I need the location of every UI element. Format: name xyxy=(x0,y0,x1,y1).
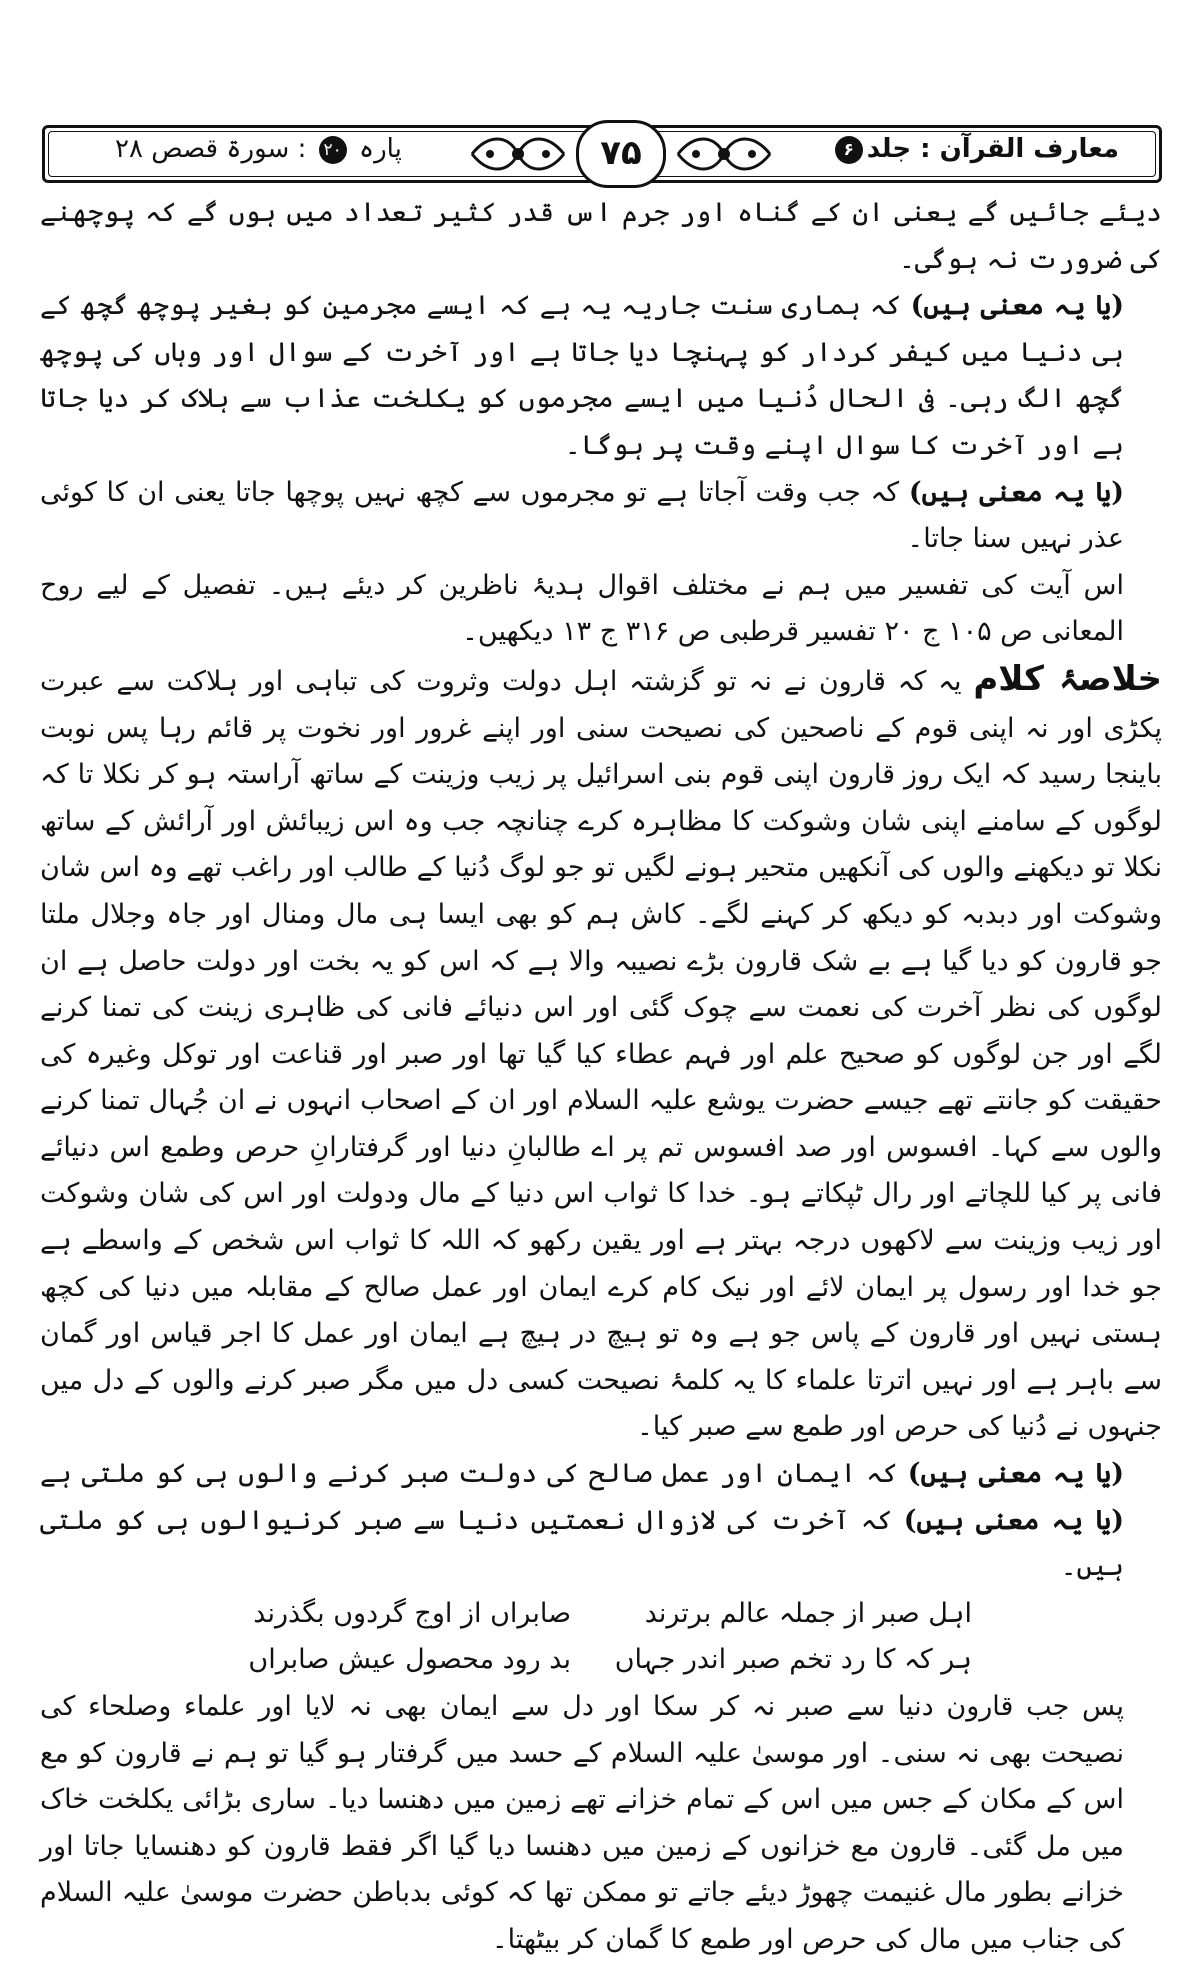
page-number: ۷۵ xyxy=(576,120,666,188)
surah-label: : سورۃ قصص ۲۸ xyxy=(115,134,307,164)
couplet-1-second: صابراں از اوج گردوں بگذرند xyxy=(253,1597,571,1629)
section-heading: خلاصۂ کلام xyxy=(973,658,1162,699)
para-surah-reference xyxy=(115,134,402,164)
paragraph-5 xyxy=(40,656,1162,1451)
paragraph-5-text: یہ کہ قارون نے نہ تو گزشتہ اہل دولت وثروت کی تباہی اور ہلاکت سے عبرت پکڑی اور نہ اپنی قوم کے ناصحین کی نصیحت سنی اور اپنے غرور اور نخوت پر قائم رہا پس نوبت باینجا رسید کہ ایک روز قارون اپنی قوم بنی اسرائیل پر زیب وزینت کے ساتھ آراستہ ہو کر نکلا تا کہ لوگوں کے سامنے اپنی شان وشوکت کا مظاہرہ کرے چنانچہ جب وہ اس زیبائش اور آرائش کے ساتھ نکلا تو دیکھنے والوں کی آنکھیں متحیر ہونے لگیں تو جو لوگ دُنیا کے طالب اور راغب تھے وہ اس شان وشوکت اور دبدبہ کو دیکھ کر کہنے لگے۔ کاش ہم کو بھی ایسا ہی مال ومنال اور جاہ وجلال ملتا جو قارون کو دیا گیا ہے بے شک قارون بڑے نصیبہ والا ہے کہ اس کو یہ بخت اور دولت حاصل ہے ان لوگوں کی نظر آخرت کی نعمت سے چوک گئی اور اس دنیائے فانی کی ظاہری زینت کی تمنا کرنے لگے اور جن لوگوں کو صحیح علم اور فہم عطاء کیا گیا تھا اور صبر اور قناعت اور توکل وغیرہ کی حقیقت کو جانتے تھے جیسے حضرت یوشع علیہ السلام اور ان کے اصحاب انہوں نے ان جُہال تمنا کرنے والوں سے کہا۔ افسوس اور صد افسوس تم پر اے طالبانِ دنیا اور گرفتارانِ حرص وطمع اس دنیائے فانی پر کیا للچاتے اور رال ٹپکاتے ہو۔ خدا کا ثواب اس دنیا کے مال ودولت اور اس کی شان وشوکت اور زیب وزینت سے لاکھوں درجہ بہتر ہے اور یقین رکھو کہ اللہ کا ثواب اس شخص کے واسطے ہے جو خدا اور رسول پر ایمان لائے اور نیک کام کرے ایمان اور عمل صالح کے مقابلہ میں دنیا کی کچھ ہستی نہیں اور قارون کے پاس جو ہے وہ تو ہیچ در ہیچ ہے ایمان اور عمل کا اجر قیاس اور گمان سے باہر ہے اور نہیں اترتا علماء کا یہ کلمۂ نصیحت کسی دل میں مگر صبر کرنے والوں کے دل میں جنہوں نے دُنیا کی حرص اور طمع سے صبر کیا۔ xyxy=(40,665,1162,1443)
book-title-text: معارف القرآن : جلد xyxy=(866,134,1119,164)
right-ornament-icon xyxy=(674,128,774,180)
paragraph-3-text: کہ جب وقت آجاتا ہے تو مجرموں سے کچھ نہیں پوچھا جاتا یعنی ان کا کوئی عذر نہیں سنا جاتا۔ xyxy=(40,476,1124,555)
paragraph-6-label: (یا یہ معنی ہیں) xyxy=(907,1458,1125,1490)
left-ornament-icon xyxy=(468,128,568,180)
paragraph-3 xyxy=(40,470,1162,563)
para-number: ۲۰ xyxy=(319,136,347,164)
paragraph-3-label: (یا یہ معنی ہیں) xyxy=(908,476,1124,508)
couplet-2-first: ہر کہ کا رد تخم صبر اندر جہاں xyxy=(614,1644,972,1676)
couplet-2-second: بد رود محصول عیش صابراں xyxy=(248,1644,571,1676)
paragraph-2-label: (یا یہ معنی ہیں) xyxy=(910,290,1125,322)
paragraph-7: پس جب قارون دنیا سے صبر نہ کر سکا اور دل سے ایمان بھی نہ لایا اور علماء وصلحاء کی نصیحت بھی نہ سنی۔ اور موسیٰ علیہ السلام کے حسد میں گرفتار ہو گیا تو ہم نے قارون کو مع اس کے مکان کے جس میں اس کے تمام خزانے تھے زمین میں دھنسا دیا۔ ساری بڑائی یکلخت خاک میں مل گئی۔ قارون مع خزانوں کے زمین میں دھنسا دیا گیا اگر فقط قارون کو دھنسایا جاتا اور خزانے بطور مال غنیمت چھوڑ دیئے جاتے تو ممکن تھا کہ کوئی بدباطن حضرت موسیٰ علیہ السلام کی جناب میں مال کی حرص اور طمع کا گمان کر بیٹھتا۔ xyxy=(40,1691,1124,1955)
paragraph-6-text-a: کہ ایمان اور عمل صالح کی دولت صبر کرنے والوں ہی کو ملتی ہے xyxy=(40,1458,908,1490)
paragraph-6-text-b: کہ آخرت کی لازوال نعمتیں دنیا سے صبر کرنیوالوں ہی کو ملتی ہیں۔ xyxy=(40,1504,1124,1583)
volume-number: ۶ xyxy=(835,136,863,164)
para-label: پارہ xyxy=(358,134,402,164)
paragraph-1: دیئے جائیں گے یعنی ان کے گناہ اور جرم اس قدر کثیر تعداد میں ہوں گے کہ پوچھنے کی ضرورت نہ ہوگی۔ xyxy=(40,197,1162,275)
couplet-1-first: اہل صبر از جملہ عالم برترند xyxy=(644,1597,972,1629)
paragraph-2 xyxy=(40,283,1162,469)
paragraph-6-label-2: (یا یہ معنی ہیں) xyxy=(903,1504,1124,1536)
paragraph-4: اس آیت کی تفسیر میں ہم نے مختلف اقوال ہدیۂ ناظرین کر دیئے ہیں۔ تفصیل کے لیے روح المعانی ص ۱۰۵ ج ۲۰ تفسیر قرطبی ص ۳۱۶ ج ۱۳ دیکھیں۔ xyxy=(40,569,1124,648)
paragraph-2-text: کہ ہماری سنت جاریہ یہ ہے کہ ایسے مجرمین کو بغیر پوچھ گچھ کے ہی دنیا میں کیفر کردار کو پہنچا دیا جاتا ہے اور آخرت کے سوال اور وہاں کی پوچھ گچھ الگ رہی۔ فی الحال دُنیا میں ایسے مجرموں کو یکلخت عذاب سے ہلاک کر دیا جاتا ہے اور آخرت کا سوال اپنے وقت پر ہوگا۔ xyxy=(40,290,1124,461)
body-text xyxy=(40,190,1162,1964)
book-title xyxy=(831,134,1119,164)
persian-couplets xyxy=(40,1591,1162,1684)
paragraph-6 xyxy=(40,1451,1162,1591)
